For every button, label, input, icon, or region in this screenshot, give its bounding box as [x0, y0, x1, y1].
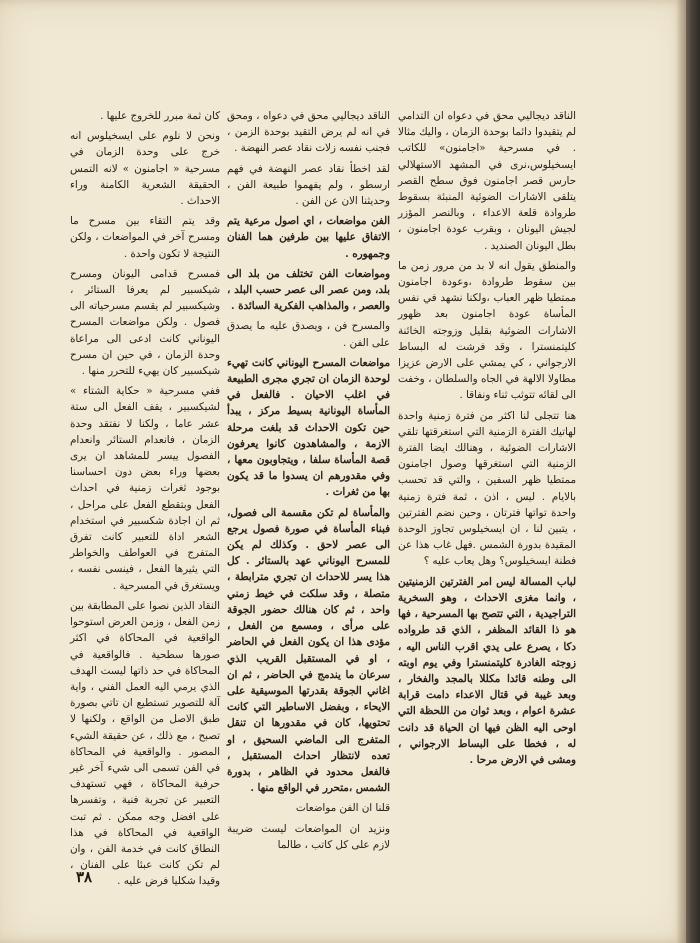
paragraph: الفن مواضعات ، اي اصول مرعية يتم الاتفاق عليها بين طرفين هما الفنان وجمهوره . — [227, 215, 390, 260]
paragraph: ففي مسرحية « حكاية الشتاء » لشيكسبير ، يقف الفعل الى ستة عشر عاما ، ولكنا لا نفتقد وحدة الزمان ، فانعدام الستائر وانعدام الفصول ييسر للمشاهد ان يرى بعضها وراء بعض دون احساسنا بوجود ثغرات زمنية في احداث الفعل وبتقطع الفعل على مراحل ، ثم ان اجادة شكسبير في استخدام الشعر اداة للتعبير كانت تفرق المتفرج في العواطف والخواطر التي يثيرها الفعل ، فينسى نفسه ، ويستغرق في المسرحية . — [70, 385, 220, 592]
paragraph: قلنا ان الفن مواضعات — [295, 802, 390, 815]
page-fold-shadow — [676, 0, 686, 943]
paragraph: هنا تتجلى لنا اكثر من فترة زمنية واحدة لهاتيك الفترة الزمنية التي استغرقتها تلقي الاشارات الضوئية ، وهنالك ايضا الفترة الزمنية التي استغرقها وصول اجامنون ممتطيا ظهر السفين ، والتي قد تحسب بالايام . ليس ، اذن ، ثمة فترة زمنية واحدة تواتها فترتان ، وحين نضم الفترتين ، يتبين لنا ، ان ايسخيلوس تجاوز الوحدة المقيدة بدورة الشمس .فهل غاب هذا عن فطنة ايسخيلوس؟ وهل يعاب عليه ؟ — [398, 409, 576, 568]
page-number: ٣٨ — [76, 868, 93, 886]
paragraph: الناقد ديجاليي محق في دعواه ان التدامي لم يتقيدوا دائما بوحدة الزمان ، واليك مثالا . في مسرحية «اجامنون» للكاتب ايسخيلوس،نرى في المشهد الاستهلالي حارس قصر اجامنون فوق سطح القصر يتلقى الاشارات الضوئية المنبئة بسقوط طروادة قلعة الاعداء ، وبالنصر المؤزر لجيش اليونان ، وبقرب عودة اجامنون ، بطل اليونان الصنديد . — [398, 110, 576, 252]
paragraph: مواضعات المسرح اليوناني كانت تهيء لوحدة الزمان ان تجري مجرى الطبيعة في اغلب الاحيان . فالفعل في المأساة اليونانية بسيط مركز ، يبدأ حين تكون الاحداث قد بلغت مرحلة الازمة ، والمشاهدون كانوا يعرفون قصة المأساة سلفا ، ويتجاوبون معها ، وفي مقدورهم ان يسدوا ما قد يكون بها من ثغرات . — [227, 356, 390, 499]
paragraph: كان ثمة مبرر للخروج عليها . — [100, 110, 220, 122]
paragraph: فمسرح قدامى اليونان ومسرح شيكسبير لم يعرفا الستائر ، وشيكسبير لم يقسم مسرحياته الى فصول . ولكن مواضعات المسرح اليوناني كانت ادعى الى مراعاة وحدة الزمان ، في حين ان مسرح شيكسبير كان يهيء للتحرر منها . — [70, 267, 220, 378]
paragraph: والمنطق يقول انه لا بد من مرور زمن ما بين سقوط طروادة ،وعودة اجامنون ممتطيا ظهر العباب ،ولكنا نشهد في نفس المأساة عودة اجامنون بعد ظهور الاشارات الضوئية بقليل وزوجته الخائنة كليتمنسترا ، وقد فرشت له البساط الارجواني ، كي يمشي على الارض عزيزا مطاولا الالهة في الجاه والسلطان ، وخفت الى لقائه تتوثب ثناء ونفاقا . — [398, 259, 576, 402]
paragraph: ومواضعات الفن تختلف من بلد الى بلد، ومن عصر الى عصر حسب البلد ، والعصر ، والمذاهب الفكرية السائدة . — [227, 267, 390, 313]
paragraph: النقاد الذين نصوا على المطابقة بين زمن الفعل ، وزمن العرض استوحوا الواقعية في المحاكاة في اكثر صورها سطحية . فالواقعية في المحاكاة في حد ذاتها ليست الهدف الذي يرمي اليه العمل الفني ، واية آلة للتصوير تستطيع ان تاتي بصورة طبق الاصل من الواقع ، ولكنها لا تصبح ، مع ذلك ، عن حقيقة الشيء المصور . والواقعية في المحاكاة في الفن تسمى الى شيء آخر غير حرفية المحاكاة ، فهي تستهدف التعبير عن تجربة فنية ، وتفسرها على افضل وجه ممكن . ثم تبت الواقعية في المحاكاة في هذا النطاق كانت في خدمة الفن ، وان لم تكن كانت عبئا على الفنان ، وقيدا شكليا فرض عليه . — [70, 599, 220, 888]
column-middle — [227, 108, 390, 857]
column-right — [398, 108, 576, 772]
paragraph: وقد يتم التقاء بين مسرح ما ومسرح آخر في المواضعات ، ولكن النتيجة لا تكون واحدة . — [70, 215, 220, 260]
paragraph: لباب المسالة ليس امر الفترتين الزمنيتين ، وانما مغزى الاحداث ، وهو السخرية التراجيدية ، التي تتصح بها المسرحية ، فها هو ذا القائد المظفر ، الذي قد طرواده دكا ، يصرع على يدي اقرب الناس اليه ، زوجته الغادرة كليتمنسترا وفي يوم اوبته الى وطنه قائدا مكللا بالمجد والفخار ، وبعد غيبة في قتال الاعداء دامت قرابة عشرة اعوام ، وبعد ثوان من اللحظة التي اوحى اليه الظن فيها ان الحياة قد دانت له ، فخطا على البساط الارجواني ، ومشى في الارض مرحا . — [398, 575, 576, 766]
paragraph: ونزيد ان المواضعات ليست ضريبة لازم على كل كاتب ، طالما — [227, 822, 390, 851]
paragraph: والمأساة لم تكن مقسمة الى فصول، فبناء المأساة في صورة فصول يرجع الى عصر لاحق . وكذلك لم يكن للمسرح اليوناني عهد بالستائر . كل هذا يسر للاحداث ان تجري مترابطة ، متصلة ، وقد سلكت في خيط زمني واحد ، ثم كان هنالك حضور الجوقة على مرأى ، ومسمع من الفعل ، مؤدى هذا ان يكون الفعل في الحاضر ، او في المستقبل القريب الذي سرعان ما يندمج في الحاضر ، ثم ان اغاني الجوقة بقدرتها الموسيقية على الايحاء ، وبفضل الاساطير التي كانت تحتويها، كان في مقدورها ان تنقل المتفرج الى الماضي السحيق ، او تعده لانتظار احداث المستقبل ، فالفعل محدود في الظاهر ، بدورة الشمس ،متحرر في الواقع منها . — [227, 506, 390, 795]
binding-edge — [686, 0, 700, 943]
paragraph: ونحن لا نلوم على ايسخيلوس انه خرج على وحدة الزمان في مسرحية « اجامنون » لانه التمس الحقيقة الشعرية الكامنة وراء الاحداث . — [70, 130, 220, 208]
paragraph: لقد اخطأ نقاد عصر النهضة في فهم ارسطو ، ولم يفهموا طبيعة الفن ، وحديثنا الان عن الفن . — [227, 162, 390, 208]
paragraph: الناقد ديجاليي محق في دعواه ، ومحق في انه لم يرض التقيد بوحدة الزمن ، فجنب نفسه زلات نقاد عصر النهضة . — [227, 110, 390, 155]
column-left — [70, 108, 220, 894]
paragraph: والمسرح فن ، ويصدق عليه ما يصدق على الفن . — [227, 320, 390, 349]
